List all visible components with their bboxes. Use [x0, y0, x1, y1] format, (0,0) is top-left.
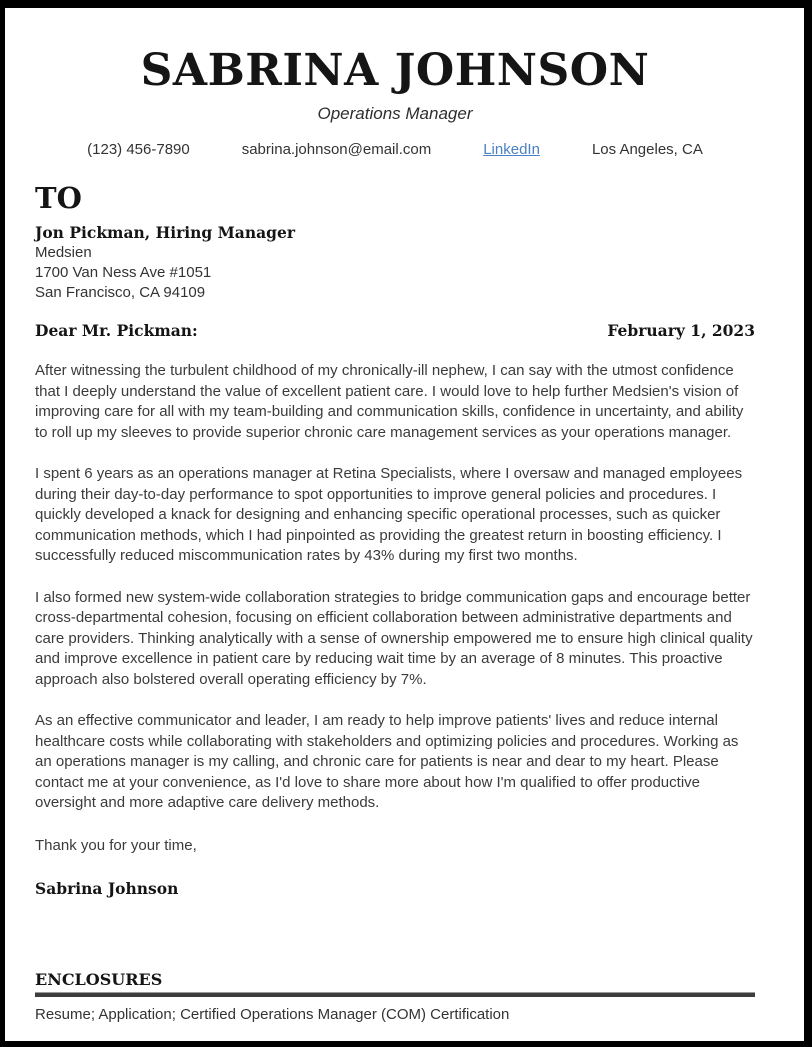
enclosures-divider: [35, 992, 755, 997]
contact-location: Los Angeles, CA: [591, 141, 703, 159]
contact-email: sabrina.johnson@email.com: [241, 141, 432, 159]
candidate-title: Operations Manager: [317, 104, 473, 124]
candidate-name: SABRINA JOHNSON: [140, 45, 650, 96]
contact-row: [35, 141, 755, 158]
recipient-address-line2: San Francisco, CA 94109: [35, 284, 206, 302]
recipient-block: [35, 215, 755, 303]
recipient-heading: TO: [35, 181, 82, 216]
greeting: Dear Mr. Pickman:: [35, 321, 198, 341]
letter-date: February 1, 2023: [607, 321, 755, 341]
enclosures-items: Resume; Application; Certified Operations Manager (COM) Certification: [35, 1006, 510, 1023]
recipient-name: Jon Pickman, Hiring Manager: [35, 223, 296, 243]
enclosures-heading: ENCLOSURES: [35, 970, 163, 989]
letter-header: [35, 46, 755, 158]
enclosures-section: [35, 970, 755, 1023]
contact-phone: (123) 456-7890: [87, 141, 190, 159]
body-paragraph: As an effective communicator and leader, I am ready to help improve patients' lives and reduce internal healthcare costs while collaborating with stakeholders and optimizing policies and procedures. Working as an operations manager is my calling, and chronic care for patients is near and dear to my heart. Please contact me at your convenience, as I'd love to share more about how I'm qualified to offer productive oversight and more adaptive care delivery methods.: [35, 712, 739, 812]
closing-thanks: Thank you for your time,: [35, 836, 197, 854]
salutation-row: [35, 321, 755, 340]
body-paragraph: I also formed new system-wide collaboration strategies to bridge communication gaps and encourage better cross-departmental cohesion, focusing on efficient collaboration between administrative departments and care providers. Thinking analytically with a sense of ownership empowered me to ensure high clinical quality and improve excellence in patient care by reducing wait time by an average of 8 minutes. This proactive approach also bolstered overall operating efficiency by 7%.: [35, 588, 753, 688]
body-paragraph: After witnessing the turbulent childhood of my chronically-ill nephew, I can say with the utmost confidence that I deeply understand the value of excellent patient care. I would love to help further Medsien's vision of improving care for all with my team-building and communication skills, confidence in uncertainty, and ability to roll up my sleeves to provide superior chronic care management services as your operations manager.: [35, 362, 744, 441]
letter-body: [35, 340, 755, 814]
letter-content: [5, 8, 804, 1041]
signature-name: Sabrina Johnson: [35, 878, 179, 898]
recipient-company: Medsien: [35, 244, 92, 262]
body-paragraph: I spent 6 years as an operations manager at Retina Specialists, where I oversaw and managed employees during their day-to-day performance to spot opportunities to improve general policies and procedures. I quickly developed a knack for designing and enhancing specific operational processes, such as quicker communication methods, which I had pinpointed as providing the greatest return in boosting efficiency. I successfully reduced miscommunication rates by 43% during my first two months.: [35, 465, 743, 565]
recipient-address-line1: 1700 Van Ness Ave #1051: [35, 264, 212, 282]
linkedin-link[interactable]: LinkedIn: [483, 141, 540, 159]
